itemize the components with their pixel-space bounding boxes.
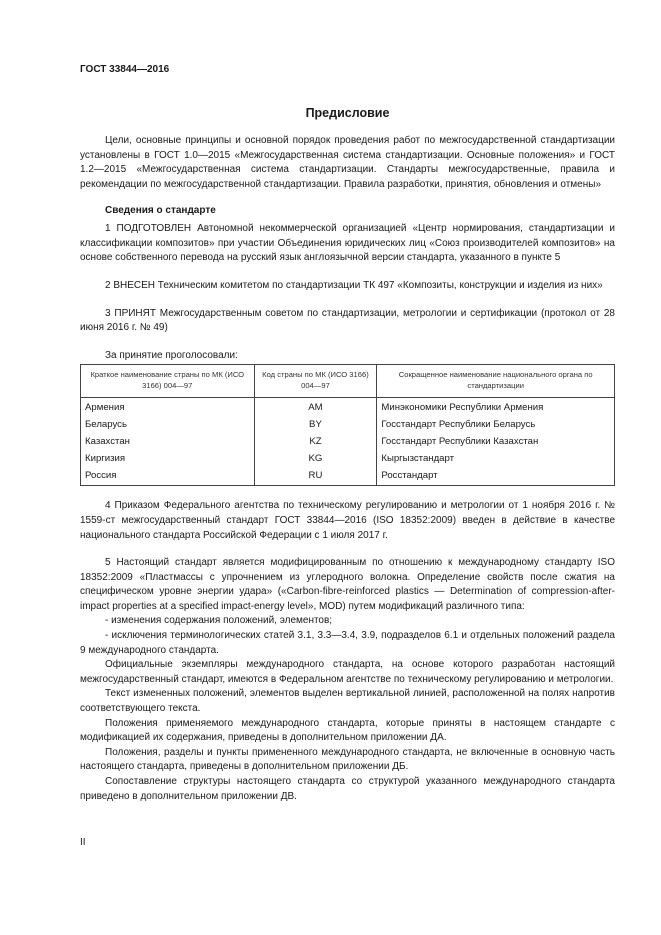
document-code: ГОСТ 33844—2016 [80, 64, 170, 75]
country-code: KZ [254, 433, 377, 450]
section-heading: Сведения о стандарте [105, 204, 216, 216]
header-country-code: Код страны по МК (ИСО 3166) 004—97 [254, 365, 377, 398]
vote-table-header-row [81, 365, 615, 398]
list-item: - изменения содержания положений, элементов; [105, 615, 333, 627]
country-code: BY [254, 416, 377, 433]
national-body: Госстандарт Республики Казахстан [377, 433, 615, 450]
header-country-name: Краткое наименование страны по МК (ИСО 3166) 004—97 [81, 365, 255, 398]
item-5-paragraph: 5 Настоящий стандарт является модифицированным по отношению к международному стандарту ISO 18352:2009 «Пластмассы с упрочнением из углеродного волокна. Определение свойств после сжатия на специфическом уровне энергии удара» («Carbon-fibre-reinforced plastics — Determination of compression-after-impact properties at a specified impact-energy level», MOD) путем модификаций различного типа: [80, 557, 615, 612]
table-row [81, 433, 615, 450]
country-code: KG [254, 450, 377, 467]
appendix-dv-paragraph: Сопоставление структуры настоящего стандарта со структурой указанного международного стандарта приведено в дополнительном приложении ДВ. [80, 776, 615, 802]
list-item: - исключения терминологических статей 3.1, 3.3—3.4, 3.9, подразделов 6.1 и отдельных положений раздела 9 международного стандарта. [80, 630, 615, 656]
item-3-paragraph: 3 ПРИНЯТ Межгосударственным советом по стандартизации, метрологии и сертификации (протокол от 28 июня 2016 г. № 49) [80, 307, 615, 334]
country-name: Россия [81, 467, 255, 486]
page-number: II [80, 837, 86, 848]
country-code: AM [254, 398, 377, 417]
appendix-da-paragraph: Положения применяемого международного стандарта, которые приняты в настоящем стандарте с модификацией их содержания, приведены в дополнительном приложении ДА. [80, 717, 615, 744]
national-body: Госстандарт Республики Беларусь [377, 416, 615, 433]
item-4-paragraph: 4 Приказом Федерального агентства по техническому регулированию и метрологии от 1 ноября 2016 г. № 1559-ст межгосударственный стандарт ГОСТ 33844—2016 (ISO 18352:2009) введен в действие в качестве национального стандарта Российской Федерации с 1 июля 2017 г. [80, 500, 615, 541]
item-1-paragraph: 1 ПОДГОТОВЛЕН Автономной некоммерческой организацией «Центр нормирования, стандартизации и классификации композитов» при участии Объединения юридических лиц «Союз производителей композитов» на основе собственного перевода на русский язык англоязычной версии стандарта, указанного в пункте 5 [80, 223, 615, 264]
header-national-body: Сокращенное наименование национального органа по стандартизации [377, 365, 615, 398]
appendix-db-paragraph: Положения, разделы и пункты примененного международного стандарта, не включенные в основную часть настоящего стандарта, приведены в дополнительном приложении ДБ. [80, 746, 615, 773]
table-row [81, 467, 615, 486]
changed-text-paragraph: Текст измененных положений, элементов выделен вертикальной линией, расположенной на полях напротив соответствующего текста. [80, 688, 615, 715]
official-copies-paragraph: Официальные экземпляры международного стандарта, на основе которого разработан настоящий межгосударственный стандарт, имеются в Федеральном агентстве по техническому регулированию и метрологии. [80, 659, 615, 685]
vote-table [80, 364, 615, 486]
page-title: Предисловие [305, 105, 390, 120]
country-name: Киргизия [81, 450, 255, 467]
item-2-paragraph: 2 ВНЕСЕН Техническим комитетом по стандартизации ТК 497 «Композиты, конструкции и изделия из них» [105, 279, 603, 291]
national-body: Минэкономики Республики Армения [377, 398, 615, 417]
table-row [81, 416, 615, 433]
country-code: RU [254, 467, 377, 486]
intro-paragraph: Цели, основные принципы и основной порядок проведения работ по межгосударственной стандартизации установлены в ГОСТ 1.0—2015 «Межгосударственная система стандартизации. Основные положения» и ГОСТ 1.2—2015 «Межгосударственная система стандартизации. Стандарты межгосударственные, правила и рекомендации по межгосударственной стандартизации. Правила разработки, принятия, обновления и отмены» [80, 135, 615, 190]
country-name: Казахстан [81, 433, 255, 450]
country-name: Беларусь [81, 416, 255, 433]
vote-table-caption: За принятие проголосовали: [105, 349, 238, 361]
country-name: Армения [81, 398, 255, 417]
table-row [81, 450, 615, 467]
table-row [81, 398, 615, 417]
national-body: Росстандарт [377, 467, 615, 486]
national-body: Кыргызстандарт [377, 450, 615, 467]
